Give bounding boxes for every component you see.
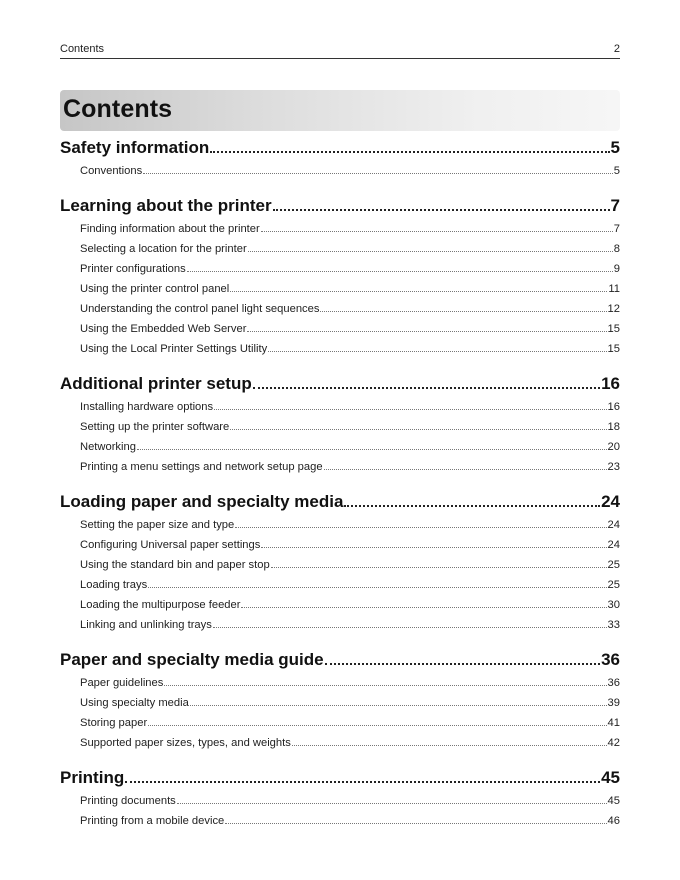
section-page-number: 12 bbox=[607, 303, 620, 315]
toc-section-entry[interactable] bbox=[60, 619, 620, 639]
chapter-page-number: 5 bbox=[610, 138, 620, 157]
section-title: Printing from a mobile device bbox=[80, 815, 225, 827]
toc-section-entry[interactable] bbox=[60, 539, 620, 559]
section-title: Finding information about the printer bbox=[80, 223, 260, 235]
dot-leader bbox=[230, 291, 607, 292]
section-page-number: 41 bbox=[607, 717, 620, 729]
section-page-number: 8 bbox=[613, 243, 620, 255]
page-title: Contents bbox=[63, 95, 173, 123]
toc-section-entry[interactable] bbox=[60, 243, 620, 263]
section-title: Paper guidelines bbox=[80, 677, 164, 689]
chapter-title: Learning about the printer bbox=[60, 196, 272, 215]
section-page-number: 45 bbox=[607, 795, 620, 807]
dot-leader bbox=[210, 151, 609, 153]
dot-leader bbox=[271, 567, 607, 568]
toc-section-entry[interactable] bbox=[60, 421, 620, 441]
section-page-number: 23 bbox=[607, 461, 620, 473]
chapter-page-number: 45 bbox=[601, 768, 620, 787]
section-page-number: 33 bbox=[607, 619, 620, 631]
toc-section-entry[interactable] bbox=[60, 441, 620, 461]
toc-chapter-entry[interactable] bbox=[60, 768, 620, 792]
section-page-number: 11 bbox=[608, 283, 620, 295]
running-header-page-number: 2 bbox=[613, 43, 620, 55]
toc-section-entry[interactable] bbox=[60, 677, 620, 697]
dot-leader bbox=[190, 705, 607, 706]
toc-section-entry[interactable] bbox=[60, 323, 620, 343]
chapter-title: Loading paper and specialty media bbox=[60, 492, 344, 511]
section-page-number: 15 bbox=[607, 323, 620, 335]
toc-chapter-entry[interactable] bbox=[60, 196, 620, 220]
section-title: Using the standard bin and paper stop bbox=[80, 559, 270, 571]
section-page-number: 9 bbox=[613, 263, 620, 275]
section-title: Loading trays bbox=[80, 579, 148, 591]
section-page-number: 24 bbox=[607, 539, 620, 551]
section-page-number: 30 bbox=[607, 599, 620, 611]
section-page-number: 39 bbox=[607, 697, 620, 709]
toc-section-entry[interactable] bbox=[60, 519, 620, 539]
toc-chapter-entry[interactable] bbox=[60, 492, 620, 516]
toc-chapter-entry[interactable] bbox=[60, 138, 620, 162]
section-page-number: 25 bbox=[607, 559, 620, 571]
dot-leader bbox=[177, 803, 607, 804]
toc-chapter bbox=[60, 196, 620, 363]
dot-leader bbox=[241, 607, 606, 608]
dot-leader bbox=[261, 547, 606, 548]
dot-leader bbox=[148, 725, 606, 726]
chapter-title: Paper and specialty media guide bbox=[60, 650, 324, 669]
section-title: Using the printer control panel bbox=[80, 283, 230, 295]
section-title: Installing hardware options bbox=[80, 401, 214, 413]
section-page-number: 24 bbox=[607, 519, 620, 531]
toc-chapter bbox=[60, 768, 620, 835]
toc-section-entry[interactable] bbox=[60, 737, 620, 757]
toc-section-entry[interactable] bbox=[60, 795, 620, 815]
toc-section-entry[interactable] bbox=[60, 815, 620, 835]
toc-chapter-entry[interactable] bbox=[60, 374, 620, 398]
dot-leader bbox=[125, 781, 600, 783]
section-page-number: 25 bbox=[607, 579, 620, 591]
section-title: Printing documents bbox=[80, 795, 176, 807]
section-title: Conventions bbox=[80, 165, 143, 177]
section-title: Printing a menu settings and network setup page bbox=[80, 461, 323, 473]
dot-leader bbox=[247, 331, 606, 332]
dot-leader bbox=[148, 587, 606, 588]
toc-section-entry[interactable] bbox=[60, 599, 620, 619]
dot-leader bbox=[248, 251, 613, 252]
dot-leader bbox=[187, 271, 613, 272]
section-page-number: 5 bbox=[613, 165, 620, 177]
section-page-number: 15 bbox=[607, 343, 620, 355]
dot-leader bbox=[324, 469, 607, 470]
toc-section-entry[interactable] bbox=[60, 263, 620, 283]
section-page-number: 42 bbox=[607, 737, 620, 749]
dot-leader bbox=[273, 209, 610, 211]
section-page-number: 46 bbox=[607, 815, 620, 827]
toc-section-entry[interactable] bbox=[60, 401, 620, 421]
section-page-number: 16 bbox=[607, 401, 620, 413]
section-title: Printer configurations bbox=[80, 263, 186, 275]
toc-section-entry[interactable] bbox=[60, 697, 620, 717]
toc-section-entry[interactable] bbox=[60, 579, 620, 599]
dot-leader bbox=[325, 663, 600, 665]
chapter-title: Printing bbox=[60, 768, 125, 787]
section-page-number: 36 bbox=[607, 677, 620, 689]
toc-chapter-entry[interactable] bbox=[60, 650, 620, 674]
section-title: Networking bbox=[80, 441, 136, 453]
toc-section-entry[interactable] bbox=[60, 559, 620, 579]
section-title: Using specialty media bbox=[80, 697, 189, 709]
section-title: Setting up the printer software bbox=[80, 421, 230, 433]
section-title: Setting the paper size and type bbox=[80, 519, 235, 531]
dot-leader bbox=[344, 505, 600, 507]
title-band bbox=[60, 90, 620, 131]
toc-chapter bbox=[60, 492, 620, 639]
toc-section-entry[interactable] bbox=[60, 461, 620, 481]
chapter-page-number: 7 bbox=[610, 196, 620, 215]
dot-leader bbox=[268, 351, 606, 352]
chapter-page-number: 36 bbox=[601, 650, 620, 669]
chapter-title: Additional printer setup bbox=[60, 374, 252, 393]
running-header-section: Contents bbox=[60, 43, 105, 55]
toc-chapter bbox=[60, 138, 620, 185]
toc-section-entry[interactable] bbox=[60, 717, 620, 737]
section-title: Storing paper bbox=[80, 717, 148, 729]
dot-leader bbox=[143, 173, 613, 174]
section-title: Selecting a location for the printer bbox=[80, 243, 247, 255]
section-page-number: 20 bbox=[607, 441, 620, 453]
dot-leader bbox=[261, 231, 613, 232]
section-title: Linking and unlinking trays bbox=[80, 619, 212, 631]
dot-leader bbox=[235, 527, 606, 528]
toc-section-entry[interactable] bbox=[60, 165, 620, 185]
section-page-number: 7 bbox=[613, 223, 620, 235]
section-title: Using the Local Printer Settings Utility bbox=[80, 343, 268, 355]
toc-section-entry[interactable] bbox=[60, 343, 620, 363]
dot-leader bbox=[137, 449, 607, 450]
dot-leader bbox=[253, 387, 600, 389]
running-header bbox=[60, 43, 620, 59]
dot-leader bbox=[164, 685, 606, 686]
chapter-page-number: 16 bbox=[601, 374, 620, 393]
section-title: Configuring Universal paper settings bbox=[80, 539, 261, 551]
chapter-page-number: 24 bbox=[601, 492, 620, 511]
section-title: Using the Embedded Web Server bbox=[80, 323, 247, 335]
dot-leader bbox=[214, 409, 606, 410]
section-title: Supported paper sizes, types, and weights bbox=[80, 737, 291, 749]
toc-section-entry[interactable] bbox=[60, 283, 620, 303]
toc-section-entry[interactable] bbox=[60, 303, 620, 323]
toc-chapter bbox=[60, 650, 620, 757]
section-title: Loading the multipurpose feeder bbox=[80, 599, 241, 611]
toc-chapter bbox=[60, 374, 620, 481]
section-page-number: 18 bbox=[607, 421, 620, 433]
dot-leader bbox=[320, 311, 606, 312]
dot-leader bbox=[225, 823, 606, 824]
dot-leader bbox=[213, 627, 607, 628]
section-title: Understanding the control panel light sequences bbox=[80, 303, 320, 315]
toc-section-entry[interactable] bbox=[60, 223, 620, 243]
dot-leader bbox=[292, 745, 607, 746]
dot-leader bbox=[230, 429, 606, 430]
chapter-title: Safety information bbox=[60, 138, 210, 157]
table-of-contents bbox=[60, 138, 620, 846]
